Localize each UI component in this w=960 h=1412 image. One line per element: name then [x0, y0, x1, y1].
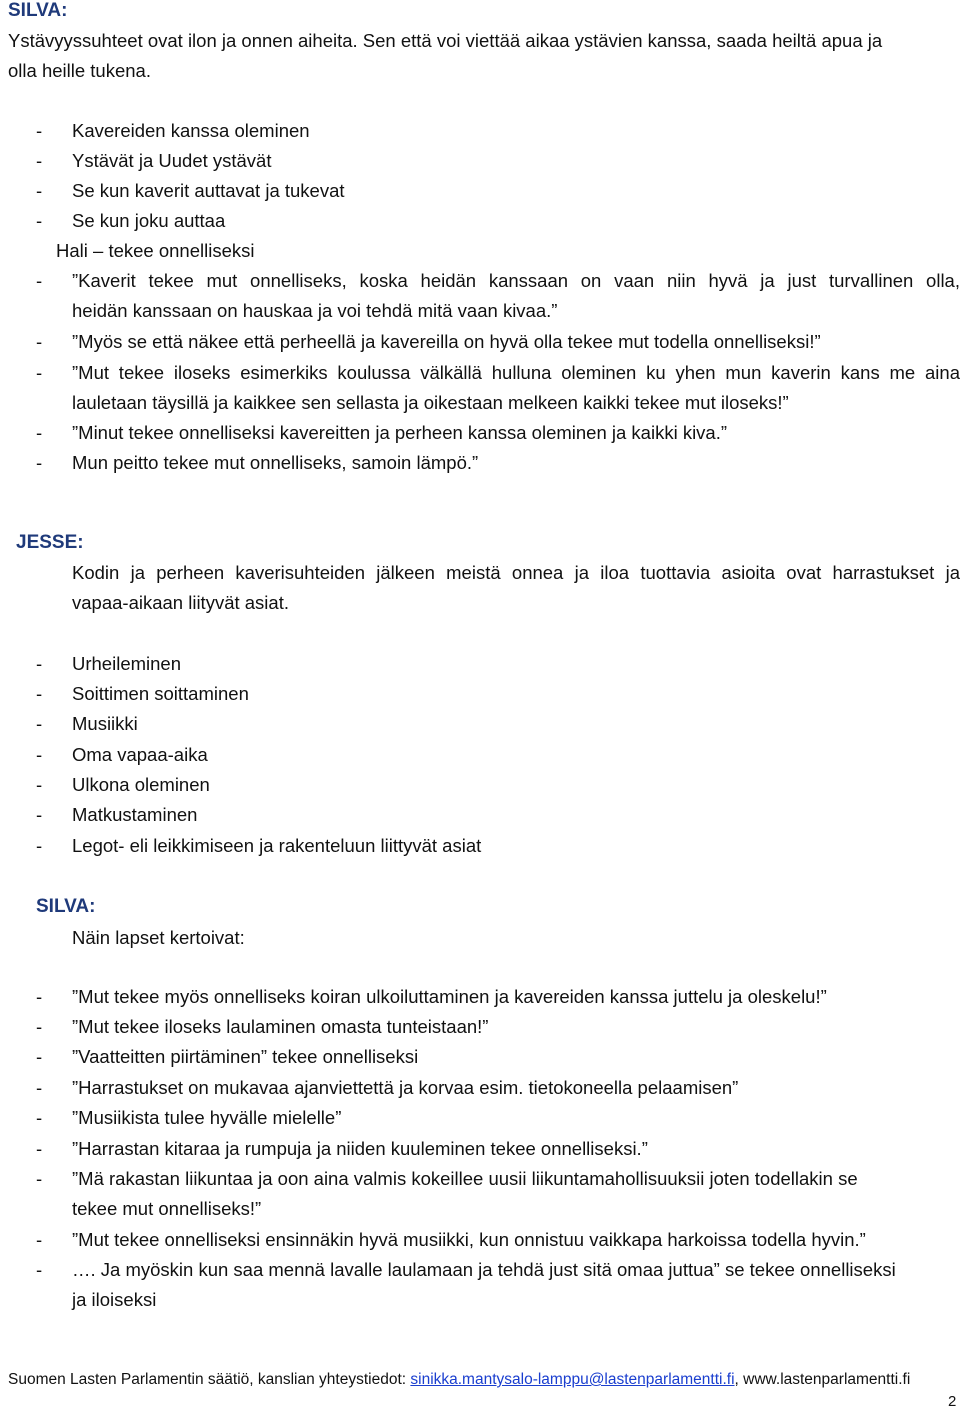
quote-line: Mun peitto tekee mut onnelliseks, samoin lämpö.” [72, 452, 479, 473]
quote-line: ”Harrastan kitaraa ja rumpuja ja niiden kuuleminen tekee onnelliseksi.” [72, 1138, 648, 1159]
list-item: Soittimen soittaminen [72, 683, 249, 704]
bullet-dash: - [36, 180, 43, 201]
section2-heading: JESSE: [16, 532, 84, 553]
list-item: Se kun kaverit auttavat ja tukevat [72, 180, 345, 201]
quote-line: ”Myös se että näkee että perheellä ja kavereilla on hyvä olla tekee mut todella onnelliseksi!” [72, 331, 821, 352]
footer-prefix: Suomen Lasten Parlamentin säätiö, kanslian yhteystiedot: [8, 1371, 411, 1388]
section1-intro-line2: olla heille tukena. [8, 60, 151, 81]
list-item: Se kun joku auttaa [72, 210, 226, 231]
section2-intro-line1: Kodin ja perheen kaverisuhteiden jälkeen meistä onnea ja iloa tuottavia asioita ovat harrastukset ja [72, 562, 960, 583]
bullet-dash: - [36, 210, 43, 231]
quote-line: heidän kanssaan on hauskaa ja voi tehdä mitä vaan kivaa.” [72, 300, 558, 321]
bullet-dash: - [36, 774, 43, 795]
bullet-dash: - [36, 1229, 43, 1250]
quote-line: ”Kaverit tekee mut onnelliseks, koska heidän kanssaan on vaan niin hyvä ja just turvallinen olla, [72, 270, 960, 291]
bullet-dash: - [36, 452, 43, 473]
bullet-dash: - [36, 835, 43, 856]
list-item: Legot- eli leikkimiseen ja rakenteluun liittyvät asiat [72, 835, 482, 856]
section3-intro: Näin lapset kertoivat: [72, 927, 245, 948]
bullet-dash: - [36, 120, 43, 141]
quote-line: ”Vaatteitten piirtäminen” tekee onnelliseksi [72, 1046, 419, 1067]
bullet-dash: - [36, 713, 43, 734]
bullet-dash: - [36, 1046, 43, 1067]
quote-line: ja iloiseksi [72, 1289, 157, 1310]
quote-line: lauletaan täysillä ja kaikkee sen sellasta ja oikestaan melkeen kaikki tekee mut iloseks!” [72, 392, 789, 413]
bullet-dash: - [36, 683, 43, 704]
bullet-dash: - [36, 744, 43, 765]
bullet-dash: - [36, 986, 43, 1007]
quote-line: ”Mut tekee iloseks laulaminen omasta tunteistaan!” [72, 1016, 489, 1037]
bullet-dash: - [36, 1016, 43, 1037]
bullet-dash: - [36, 804, 43, 825]
bullet-dash: - [36, 1168, 43, 1189]
list-item: Ulkona oleminen [72, 774, 210, 795]
bullet-dash: - [36, 1107, 43, 1128]
page-footer [8, 1366, 910, 1394]
list-item: Musiikki [72, 713, 138, 734]
footer-separator: , [734, 1371, 744, 1388]
quote-line: ”Mut tekee myös onnelliseks koiran ulkoiluttaminen ja kavereiden kanssa juttelu ja oleskelu!” [72, 986, 827, 1007]
section1-heading: SILVA: [8, 0, 68, 21]
bullet-dash: - [36, 1138, 43, 1159]
section2-intro-line2: vapaa-aikaan liityvät asiat. [72, 592, 289, 613]
section3-heading: SILVA: [36, 896, 96, 917]
footer-website[interactable]: www.lastenparlamentti.fi [743, 1371, 911, 1388]
quote-line: ”Minut tekee onnelliseksi kavereitten ja perheen kanssa oleminen ja kaikki kiva.” [72, 422, 728, 443]
quote-line: ”Musiikista tulee hyvälle mielelle” [72, 1107, 342, 1128]
quote-line: …. Ja myöskin kun saa mennä lavalle laulamaan ja tehdä just sitä omaa juttua” se tekee onnelliseksi [72, 1259, 896, 1280]
quote-line: ”Mut tekee onnelliseksi ensinnäkin hyvä musiikki, kun onnistuu vaikkapa harkoissa todella hyvin.” [72, 1229, 866, 1250]
quote-line: ”Mä rakastan liikuntaa ja oon aina valmis kokeillee uusii liikuntamahollisuuksii joten todellakin se [72, 1168, 858, 1189]
footer-email-link[interactable]: sinikka.mantysalo-lamppu@lastenparlamentti.fi [410, 1371, 735, 1388]
sub-note: Hali – tekee onnelliseksi [56, 240, 255, 261]
bullet-dash: - [36, 150, 43, 171]
bullet-dash: - [36, 1077, 43, 1098]
bullet-dash: - [36, 270, 43, 291]
list-item: Matkustaminen [72, 804, 198, 825]
page-number: 2 [948, 1393, 957, 1410]
list-item: Urheileminen [72, 653, 181, 674]
bullet-dash: - [36, 331, 43, 352]
quote-line: tekee mut onnelliseks!” [72, 1198, 262, 1219]
list-item: Ystävät ja Uudet ystävät [72, 150, 272, 171]
list-item: Kavereiden kanssa oleminen [72, 120, 310, 141]
list-item: Oma vapaa-aika [72, 744, 208, 765]
section1-intro-line1: Ystävyyssuhteet ovat ilon ja onnen aiheita. Sen että voi viettää aikaa ystävien kanssa, saada heiltä apua ja [8, 30, 883, 51]
quote-line: ”Harrastukset on mukavaa ajanviettettä ja korvaa esim. tietokoneella pelaamisen” [72, 1077, 739, 1098]
quote-line: ”Mut tekee iloseks esimerkiks koulussa välkällä hulluna oleminen ku yhen mun kaverin kans me aina [72, 362, 960, 383]
bullet-dash: - [36, 362, 43, 383]
bullet-dash: - [36, 1259, 43, 1280]
bullet-dash: - [36, 422, 43, 443]
bullet-dash: - [36, 653, 43, 674]
